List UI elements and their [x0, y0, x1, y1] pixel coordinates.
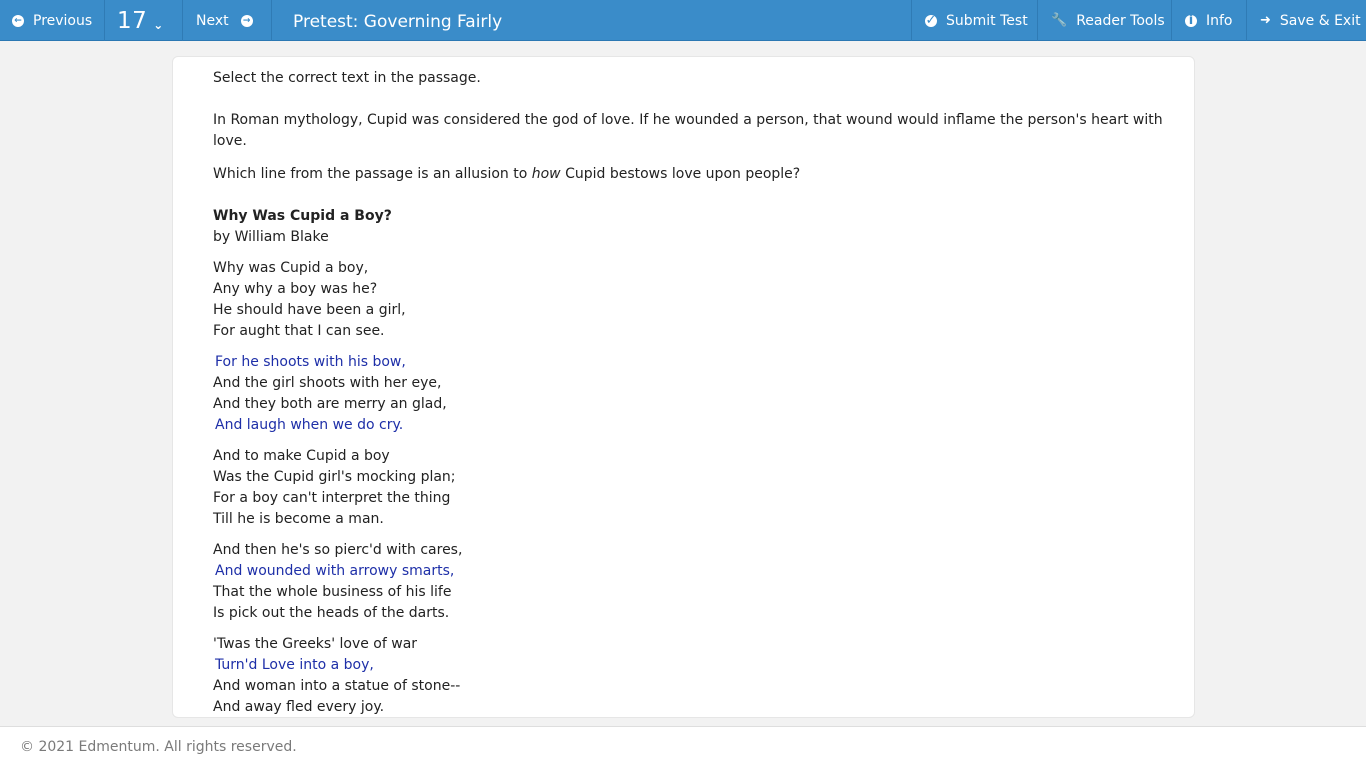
- info-button[interactable]: [1171, 0, 1246, 41]
- question-prompt: [213, 164, 1173, 185]
- sign-in-icon: ➜: [1260, 13, 1271, 28]
- arrow-left-circle-icon: ←: [12, 15, 24, 27]
- prompt-emphasis: how: [531, 166, 561, 182]
- poem-author: by William Blake: [213, 229, 329, 245]
- selectable-line[interactable]: For he shoots with his bow,: [215, 354, 406, 370]
- poem-line: And woman into a statue of stone--: [213, 678, 461, 694]
- poem: [213, 206, 1173, 718]
- reader-tools-button[interactable]: [1037, 0, 1171, 41]
- poem-line: And to make Cupid a boy: [213, 448, 390, 464]
- save-exit-label: Save & Exit: [1279, 12, 1361, 29]
- intro-text: In Roman mythology, Cupid was considered the god of love. If he wounded a person, that wound would inflame the person's heart with love.: [213, 112, 1163, 149]
- check-circle-icon: ✓: [925, 12, 937, 28]
- poem-line: And away fled every joy.: [213, 699, 385, 715]
- question-number-dropdown[interactable]: [105, 0, 183, 41]
- arrow-right-circle-icon: →: [241, 15, 253, 27]
- question-content: [213, 68, 1173, 718]
- poem-stanza: [213, 540, 1173, 624]
- chevron-down-icon: ⌄: [153, 17, 164, 32]
- previous-button[interactable]: [0, 0, 105, 41]
- poem-line: That the whole business of his life: [213, 584, 452, 600]
- poem-line: For a boy can't interpret the thing: [213, 490, 451, 506]
- poem-line: Why was Cupid a boy,: [213, 260, 369, 276]
- next-button[interactable]: [183, 0, 272, 41]
- page-title: Pretest: Governing Fairly: [293, 12, 503, 32]
- save-exit-button[interactable]: [1246, 0, 1366, 41]
- poem-line: Is pick out the heads of the darts.: [213, 605, 450, 621]
- poem-stanza: [213, 258, 1173, 342]
- poem-line: And then he's so pierc'd with cares,: [213, 542, 463, 558]
- submit-test-button[interactable]: [911, 0, 1037, 41]
- previous-label: Previous: [33, 12, 93, 29]
- question-card: [172, 56, 1195, 718]
- selectable-line[interactable]: Turn'd Love into a boy,: [215, 657, 374, 673]
- poem-stanza: [213, 446, 1173, 530]
- poem-line: Till he is become a man.: [213, 511, 384, 527]
- question-number: 17: [117, 7, 148, 34]
- poem-line: Any why a boy was he?: [213, 281, 378, 297]
- top-toolbar: [0, 0, 1366, 41]
- poem-line: And they both are merry an glad,: [213, 396, 447, 412]
- poem-title: Why Was Cupid a Boy?: [213, 208, 392, 224]
- selectable-line[interactable]: And wounded with arrowy smarts,: [215, 563, 455, 579]
- poem-line: Was the Cupid girl's mocking plan;: [213, 469, 456, 485]
- prompt-after: Cupid bestows love upon people?: [560, 166, 801, 182]
- copyright-text: © 2021 Edmentum. All rights reserved.: [20, 739, 297, 755]
- next-label: Next: [196, 12, 229, 29]
- reader-tools-label: Reader Tools: [1076, 12, 1165, 29]
- info-icon: i: [1185, 15, 1197, 27]
- info-label: Info: [1206, 12, 1233, 29]
- wrench-icon: 🔧: [1051, 13, 1068, 28]
- submit-label: Submit Test: [946, 12, 1028, 29]
- poem-stanza: [213, 634, 1173, 718]
- footer: [0, 726, 1366, 768]
- poem-line: And the girl shoots with her eye,: [213, 375, 442, 391]
- poem-line: 'Twas the Greeks' love of war: [213, 636, 418, 652]
- instruction-text: Select the correct text in the passage.: [213, 70, 481, 86]
- selectable-line[interactable]: And laugh when we do cry.: [215, 417, 404, 433]
- prompt-before: Which line from the passage is an allusion to: [213, 166, 532, 182]
- poem-line: He should have been a girl,: [213, 302, 406, 318]
- poem-line: For aught that I can see.: [213, 323, 385, 339]
- poem-stanza: [213, 352, 1173, 436]
- poem-stanzas: [213, 258, 1173, 718]
